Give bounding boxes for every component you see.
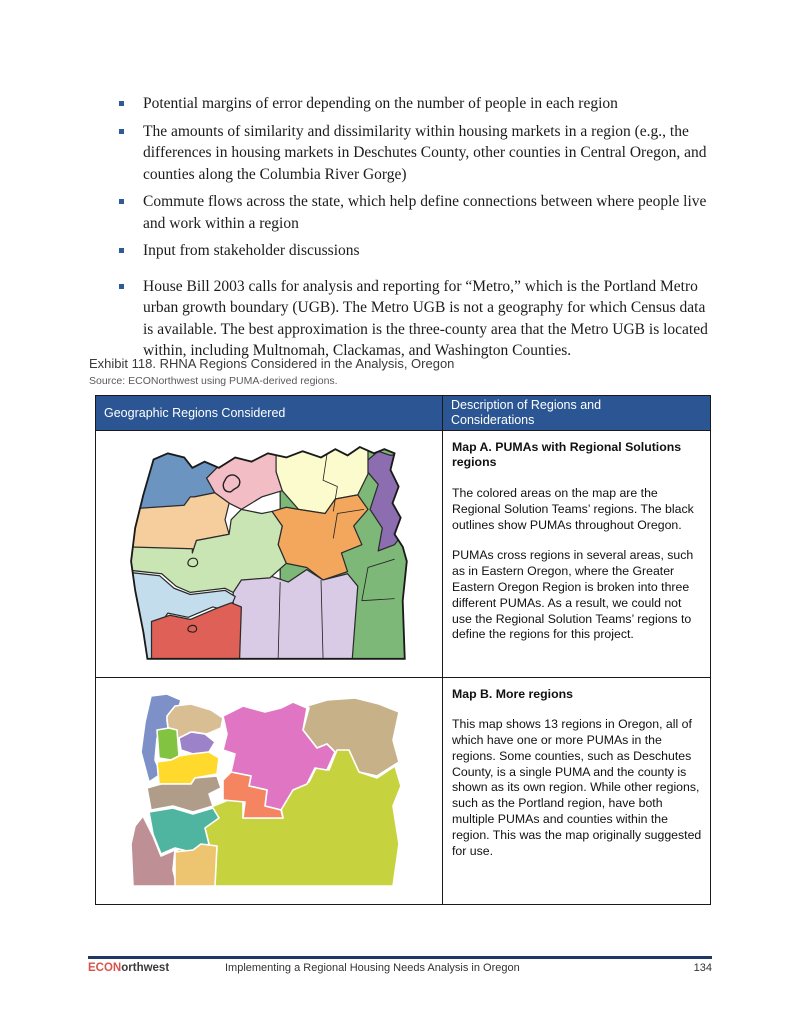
exhibit-source: Source: ECONorthwest using PUMA-derived regions. bbox=[89, 375, 338, 387]
footer-document-title: Implementing a Regional Housing Needs Analysis in Oregon bbox=[225, 962, 520, 974]
list-item bbox=[115, 276, 712, 362]
map-b-heading: Map B. More regions bbox=[452, 686, 573, 701]
bullet-list bbox=[115, 93, 712, 368]
bullet-text: Input from stakeholder discussions bbox=[143, 242, 360, 259]
map-b-cell bbox=[96, 678, 442, 904]
exhibit-block bbox=[89, 356, 709, 387]
bullet-text: Commute flows across the state, which help define connections between where people live and work within a region bbox=[143, 193, 707, 232]
map-a-paragraph: PUMAs cross regions in several areas, such as in Eastern Oregon, where the Greater Eastern Oregon Region is broken into three different PUMAs. As a result, we could not use the Regional Solution Teams’ regions to define the regions for this project. bbox=[452, 548, 694, 642]
page-number: 134 bbox=[693, 962, 712, 974]
bullet-square-icon bbox=[119, 199, 124, 204]
table-header-description: Description of Regions and Considerations bbox=[442, 396, 710, 430]
econorthwest-logo: ECONorthwest bbox=[88, 962, 170, 974]
bullet-text: House Bill 2003 calls for analysis and reporting for “Metro,” which is the Portland Metro urban growth boundary (UGB). The Metro UGB is not a geography for which Census data is available. The best approximation is the three-county area that the Metro UGB is located within, including Multnomah, Clackamas, and Washington Counties. bbox=[143, 277, 708, 359]
list-item bbox=[115, 191, 712, 234]
map-a-oregon-pumas-regional-solutions bbox=[127, 445, 417, 663]
bullet-square-icon bbox=[119, 284, 124, 289]
bullet-square-icon bbox=[119, 248, 124, 253]
map-a-paragraph: The colored areas on the map are the Regional Solution Teams’ regions. The black outlines show PUMAs throughout Oregon. bbox=[452, 486, 694, 532]
bullet-square-icon bbox=[119, 101, 124, 106]
map-a-description-cell bbox=[442, 431, 710, 677]
table-row bbox=[96, 430, 710, 677]
footer-rule bbox=[88, 956, 712, 959]
map-b-description-cell bbox=[442, 678, 710, 904]
map-region-r5 bbox=[233, 569, 358, 662]
table-row bbox=[96, 677, 710, 904]
map-b-oregon-thirteen-regions bbox=[131, 694, 403, 890]
exhibit-table bbox=[95, 395, 711, 905]
map-b-paragraph: This map shows 13 regions in Oregon, all of which have one or more PUMAs in the regions. Some counties, such as Deschutes County, is a single PUMA and the county is shown as its own region. While other regions, such as the Portland region, have both multiple PUMAs and counties within the region. This was the map originally suggested for use. bbox=[452, 717, 702, 858]
map-region-r7 bbox=[179, 732, 215, 754]
map-a-cell bbox=[96, 431, 442, 677]
map-region-r6 bbox=[157, 728, 179, 760]
bullet-text: Potential margins of error depending on the number of people in each region bbox=[143, 95, 618, 112]
table-header-row bbox=[96, 396, 710, 430]
map-a-heading: Map A. PUMAs with Regional Solutions regions bbox=[452, 439, 682, 470]
bullet-square-icon bbox=[119, 129, 124, 134]
list-item bbox=[115, 93, 712, 115]
list-item bbox=[115, 121, 712, 186]
table-header-geographic-regions: Geographic Regions Considered bbox=[104, 405, 286, 420]
exhibit-title: Exhibit 118. RHNA Regions Considered in the Analysis, Oregon bbox=[89, 356, 455, 371]
list-item bbox=[115, 240, 712, 262]
bullet-text: The amounts of similarity and dissimilarity within housing markets in a region (e.g., the differences in housing markets in Deschutes County, other counties in Central Oregon, and counties along the Columbia River Gorge) bbox=[143, 122, 707, 183]
